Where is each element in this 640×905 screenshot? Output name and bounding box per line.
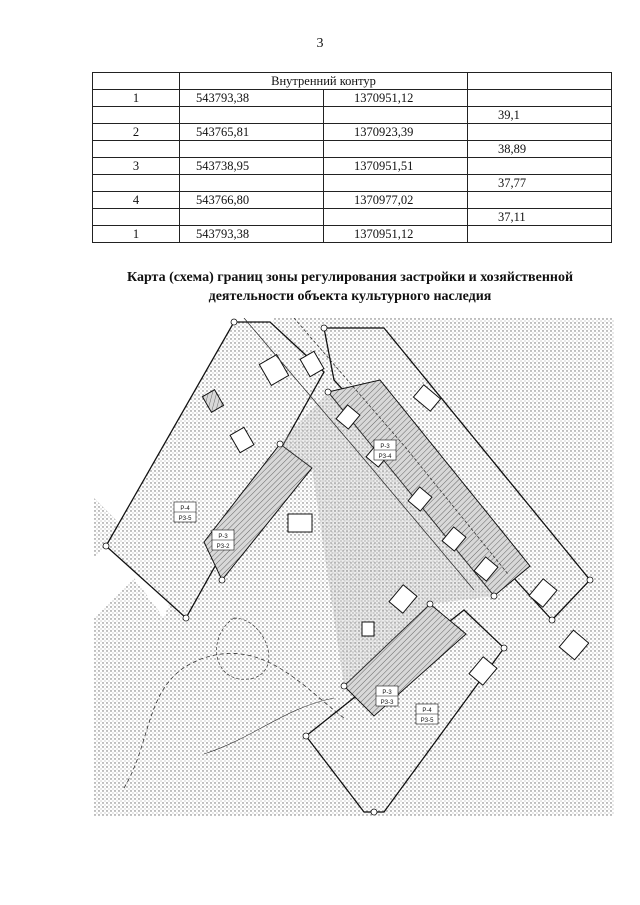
point-number-cell: 2 bbox=[93, 124, 180, 141]
point-number-cell bbox=[93, 141, 180, 158]
x-coordinate-cell: 543766,80 bbox=[180, 192, 324, 209]
zone-label-rz4 bbox=[374, 440, 396, 460]
table-row bbox=[93, 90, 612, 107]
svg-text:Р-3: Р-3 bbox=[218, 534, 228, 540]
zone-label-rz3 bbox=[376, 686, 398, 706]
table-row bbox=[93, 107, 612, 124]
distance-cell: 37,77 bbox=[468, 175, 612, 192]
point-number-cell bbox=[93, 209, 180, 226]
distance-cell: 37,11 bbox=[468, 209, 612, 226]
svg-text:РЗ-3: РЗ-3 bbox=[380, 700, 394, 706]
point-number-cell: 4 bbox=[93, 192, 180, 209]
building bbox=[362, 622, 374, 636]
x-coordinate-cell: 543738,95 bbox=[180, 158, 324, 175]
svg-text:РЗ-5: РЗ-5 bbox=[420, 718, 434, 724]
point-number-cell: 3 bbox=[93, 158, 180, 175]
table-row bbox=[93, 158, 612, 175]
map-title-line-1: Карта (схема) границ зоны регулирования застройки и хозяйственной bbox=[126, 270, 574, 285]
distance-cell: 39,1 bbox=[468, 107, 612, 124]
building bbox=[288, 514, 312, 532]
x-coordinate-cell: 543793,38 bbox=[180, 90, 324, 107]
x-coordinate-cell bbox=[180, 141, 324, 158]
table-row bbox=[93, 209, 612, 226]
point-number-cell bbox=[93, 107, 180, 124]
y-coordinate-cell bbox=[324, 209, 468, 226]
y-coordinate-cell bbox=[324, 141, 468, 158]
svg-text:Р-4: Р-4 bbox=[180, 506, 190, 512]
zone-boundary-map bbox=[94, 318, 614, 816]
distance-cell bbox=[468, 192, 612, 209]
table-row bbox=[93, 124, 612, 141]
y-coordinate-cell: 1370951,12 bbox=[324, 226, 468, 243]
table-header: Внутренний контур bbox=[180, 73, 468, 90]
y-coordinate-cell bbox=[324, 107, 468, 124]
x-coordinate-cell: 543765,81 bbox=[180, 124, 324, 141]
svg-text:Р-3: Р-3 bbox=[380, 444, 390, 450]
y-coordinate-cell bbox=[324, 175, 468, 192]
table-row bbox=[93, 175, 612, 192]
svg-text:Р-3: Р-3 bbox=[382, 690, 392, 696]
x-coordinate-cell bbox=[180, 209, 324, 226]
map-title bbox=[80, 268, 620, 306]
distance-cell: 38,89 bbox=[468, 141, 612, 158]
distance-cell bbox=[468, 124, 612, 141]
table-header-row bbox=[93, 73, 612, 90]
y-coordinate-cell: 1370951,12 bbox=[324, 90, 468, 107]
svg-text:РЗ-4: РЗ-4 bbox=[378, 454, 392, 460]
svg-text:РЗ-5: РЗ-5 bbox=[178, 516, 192, 522]
table-row bbox=[93, 192, 612, 209]
point-number-cell: 1 bbox=[93, 226, 180, 243]
page-number: 3 bbox=[316, 36, 324, 51]
zone-label-rz5-right bbox=[416, 704, 438, 724]
y-coordinate-cell: 1370923,39 bbox=[324, 124, 468, 141]
y-coordinate-cell: 1370951,51 bbox=[324, 158, 468, 175]
distance-cell bbox=[468, 90, 612, 107]
table-row bbox=[93, 226, 612, 243]
zone-label-rz5-left bbox=[174, 502, 196, 522]
y-coordinate-cell: 1370977,02 bbox=[324, 192, 468, 209]
map-title-line-2: деятельности объекта культурного наследия bbox=[208, 289, 492, 304]
x-coordinate-cell bbox=[180, 107, 324, 124]
zone-label-rz2 bbox=[212, 530, 234, 550]
table-row bbox=[93, 141, 612, 158]
x-coordinate-cell: 543793,38 bbox=[180, 226, 324, 243]
x-coordinate-cell bbox=[180, 175, 324, 192]
coordinates-table bbox=[92, 72, 612, 243]
point-number-cell: 1 bbox=[93, 90, 180, 107]
point-number-cell bbox=[93, 175, 180, 192]
distance-cell bbox=[468, 226, 612, 243]
svg-text:РЗ-2: РЗ-2 bbox=[216, 544, 230, 550]
svg-text:Р-4: Р-4 bbox=[422, 708, 432, 714]
distance-cell bbox=[468, 158, 612, 175]
